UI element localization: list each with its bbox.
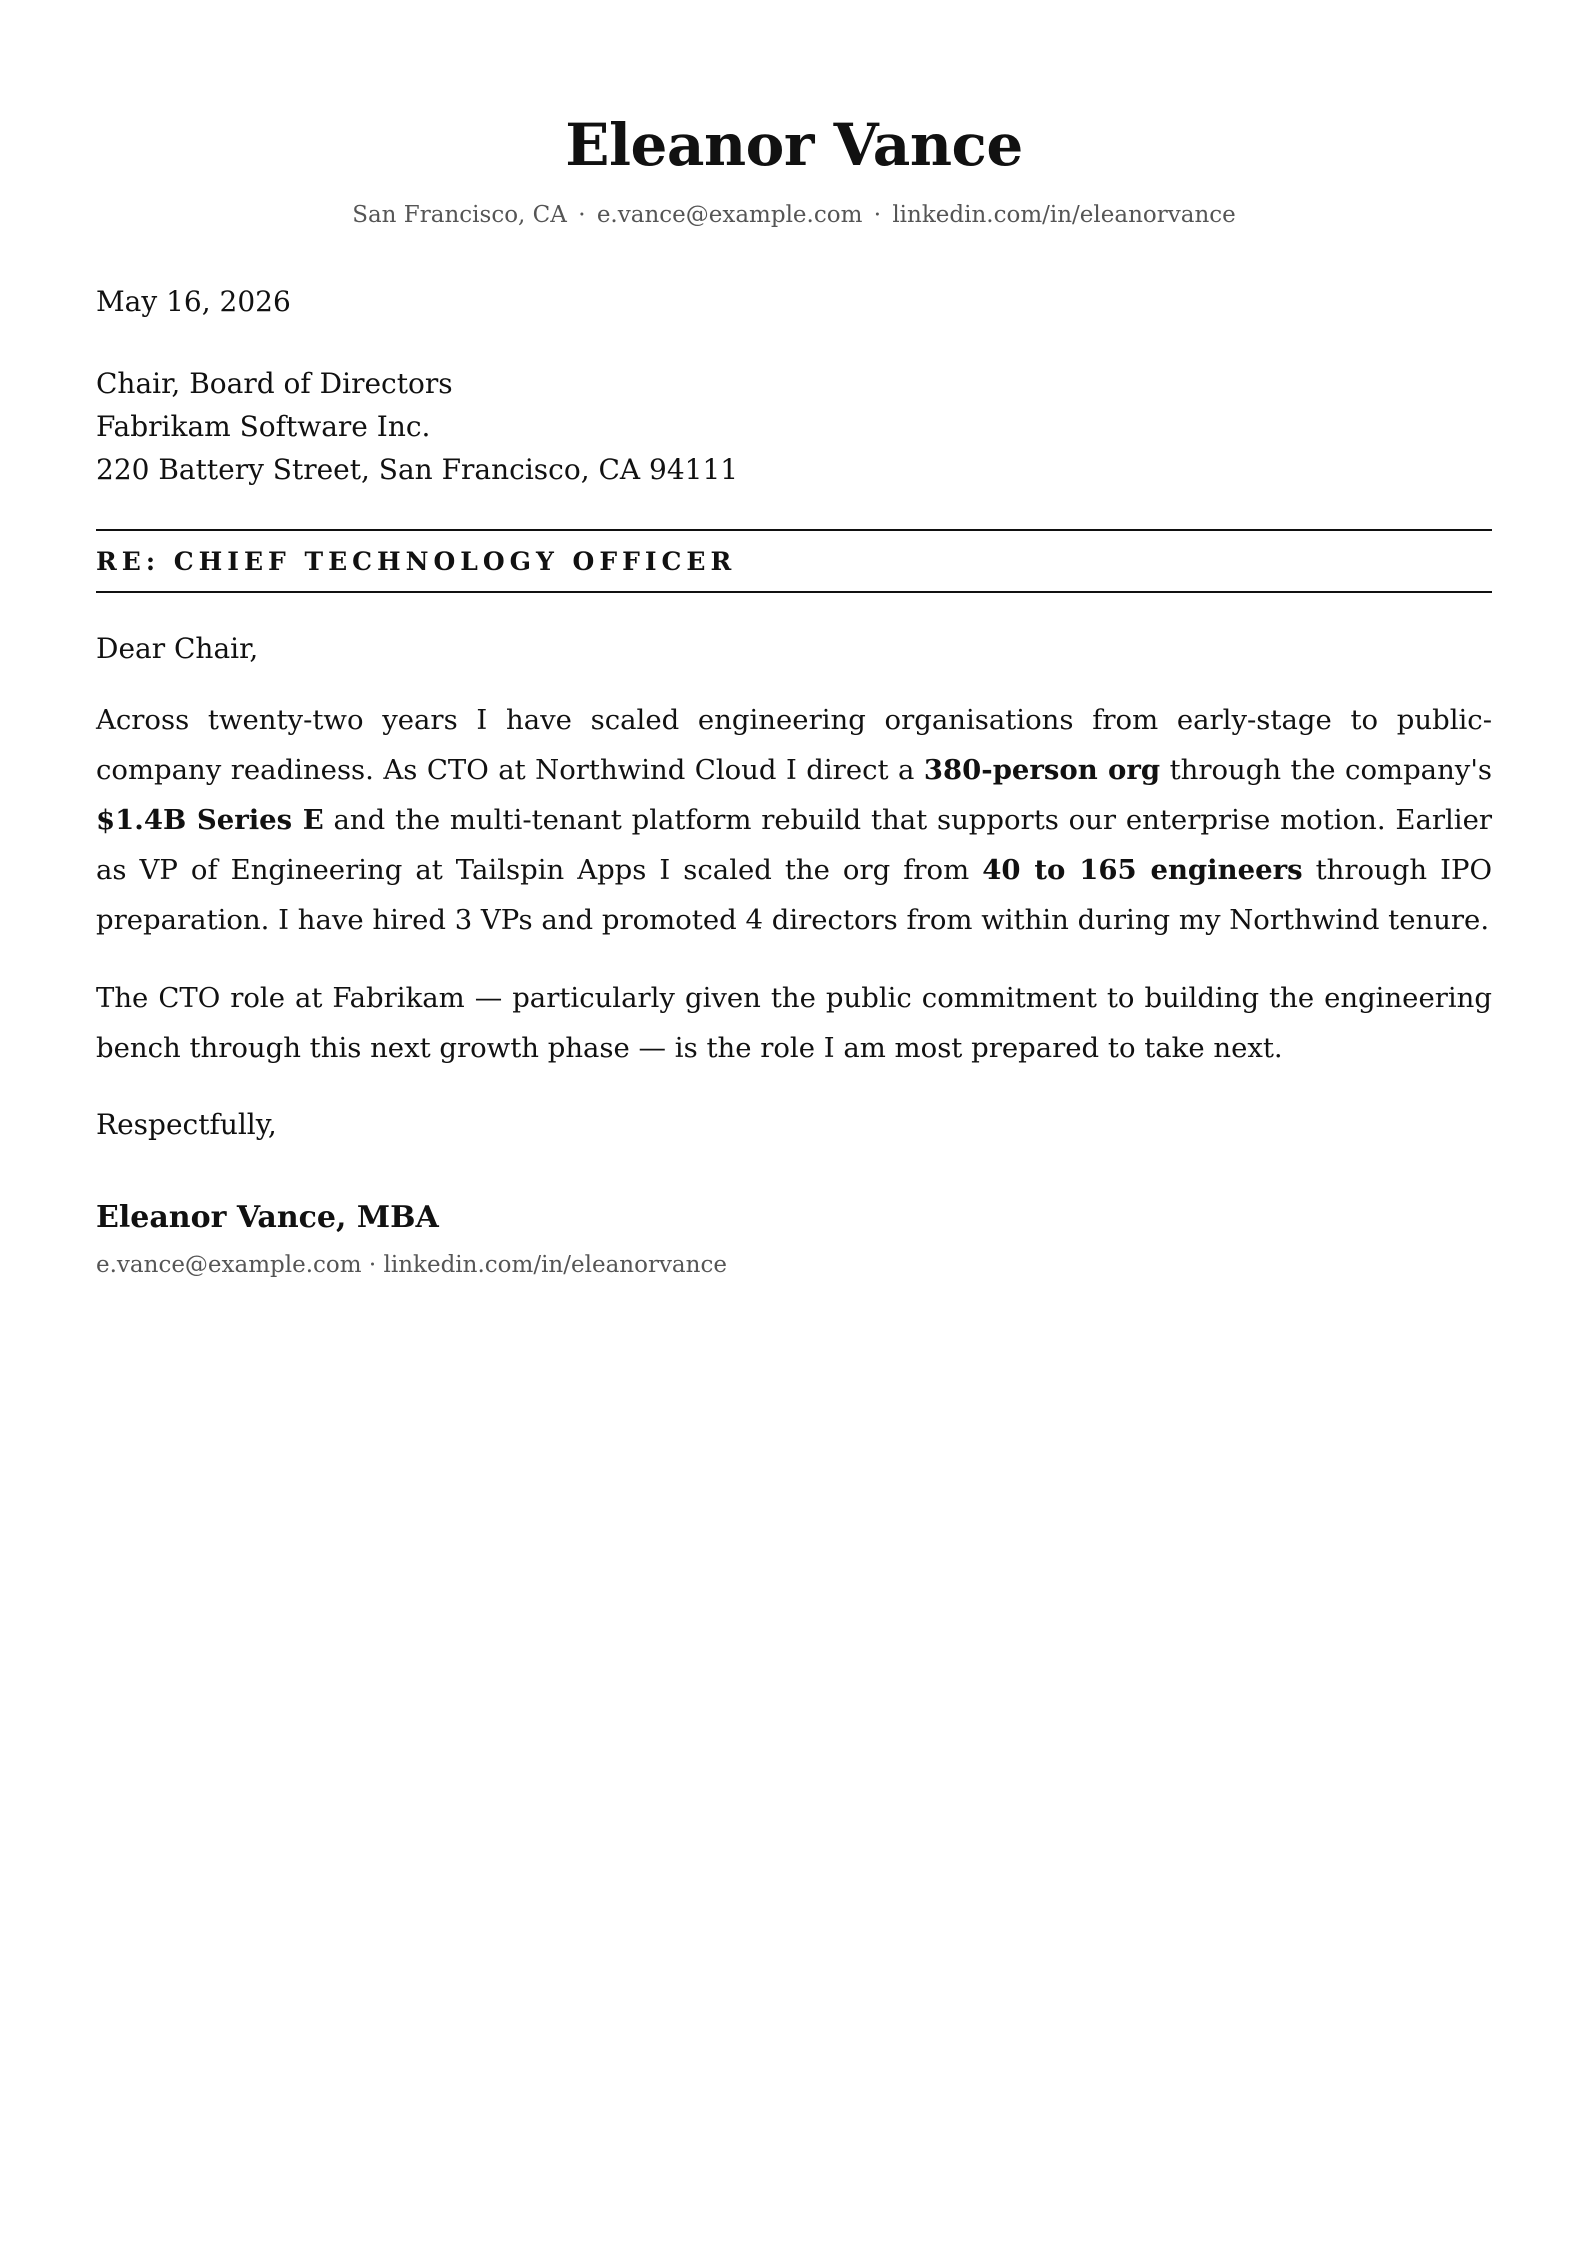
signature-name: Eleanor Vance, MBA <box>96 1199 439 1235</box>
subject-line: RE: CHIEF TECHNOLOGY OFFICER <box>96 546 737 576</box>
recipient-company: Fabrikam Software Inc. <box>96 409 431 443</box>
header-separator: · <box>873 202 882 228</box>
signature-linkedin: linkedin.com/in/eleanorvance <box>383 1251 727 1278</box>
header-location: San Francisco, CA <box>352 202 567 228</box>
paragraph-text: through IPO preparation. I have hired 3 VPs and promoted 4 directors from within during my Northwind tenure. <box>96 854 1492 937</box>
paragraph-text: Across twenty-two years I have scaled engineering organisations from early-stage to public-company readiness. As CTO at Northwind Cloud I direct a <box>96 704 1492 787</box>
highlight-org-size: 380-person org <box>923 754 1161 787</box>
header-contact-line <box>96 202 1492 230</box>
highlight-team-growth: 40 to 165 engineers <box>982 854 1303 887</box>
body-paragraph-1 <box>96 695 1492 945</box>
subject-block <box>96 529 1492 593</box>
closing: Respectfully, <box>96 1108 277 1142</box>
signature-separator: · <box>368 1251 377 1278</box>
recipient-street: 220 Battery Street, San Francisco, CA 94111 <box>96 452 739 486</box>
letter-date: May 16, 2026 <box>96 284 291 318</box>
recipient-address-block <box>96 362 1492 491</box>
header-email: e.vance@example.com <box>596 202 863 228</box>
salutation: Dear Chair, <box>96 631 259 665</box>
recipient-title: Chair, Board of Directors <box>96 366 453 400</box>
signature-email: e.vance@example.com <box>96 1251 362 1278</box>
header-separator: · <box>578 202 586 228</box>
paragraph-text: through the company's <box>1160 754 1492 787</box>
header-linkedin: linkedin.com/in/eleanorvance <box>892 202 1236 228</box>
body-paragraph-2: The CTO role at Fabrikam — particularly given the public commitment to building the engineering bench through this next growth phase — is the role I am most prepared to take next. <box>96 982 1492 1065</box>
signature-contact-line <box>96 1251 1492 1281</box>
applicant-name-heading: Eleanor Vance <box>565 111 1023 179</box>
paragraph-text: and the multi-tenant platform rebuild that supports our enterprise motion. Earlier as VP of Engineering at Tailspin Apps I scaled the org from <box>96 804 1492 887</box>
highlight-funding: $1.4B Series E <box>96 804 324 837</box>
